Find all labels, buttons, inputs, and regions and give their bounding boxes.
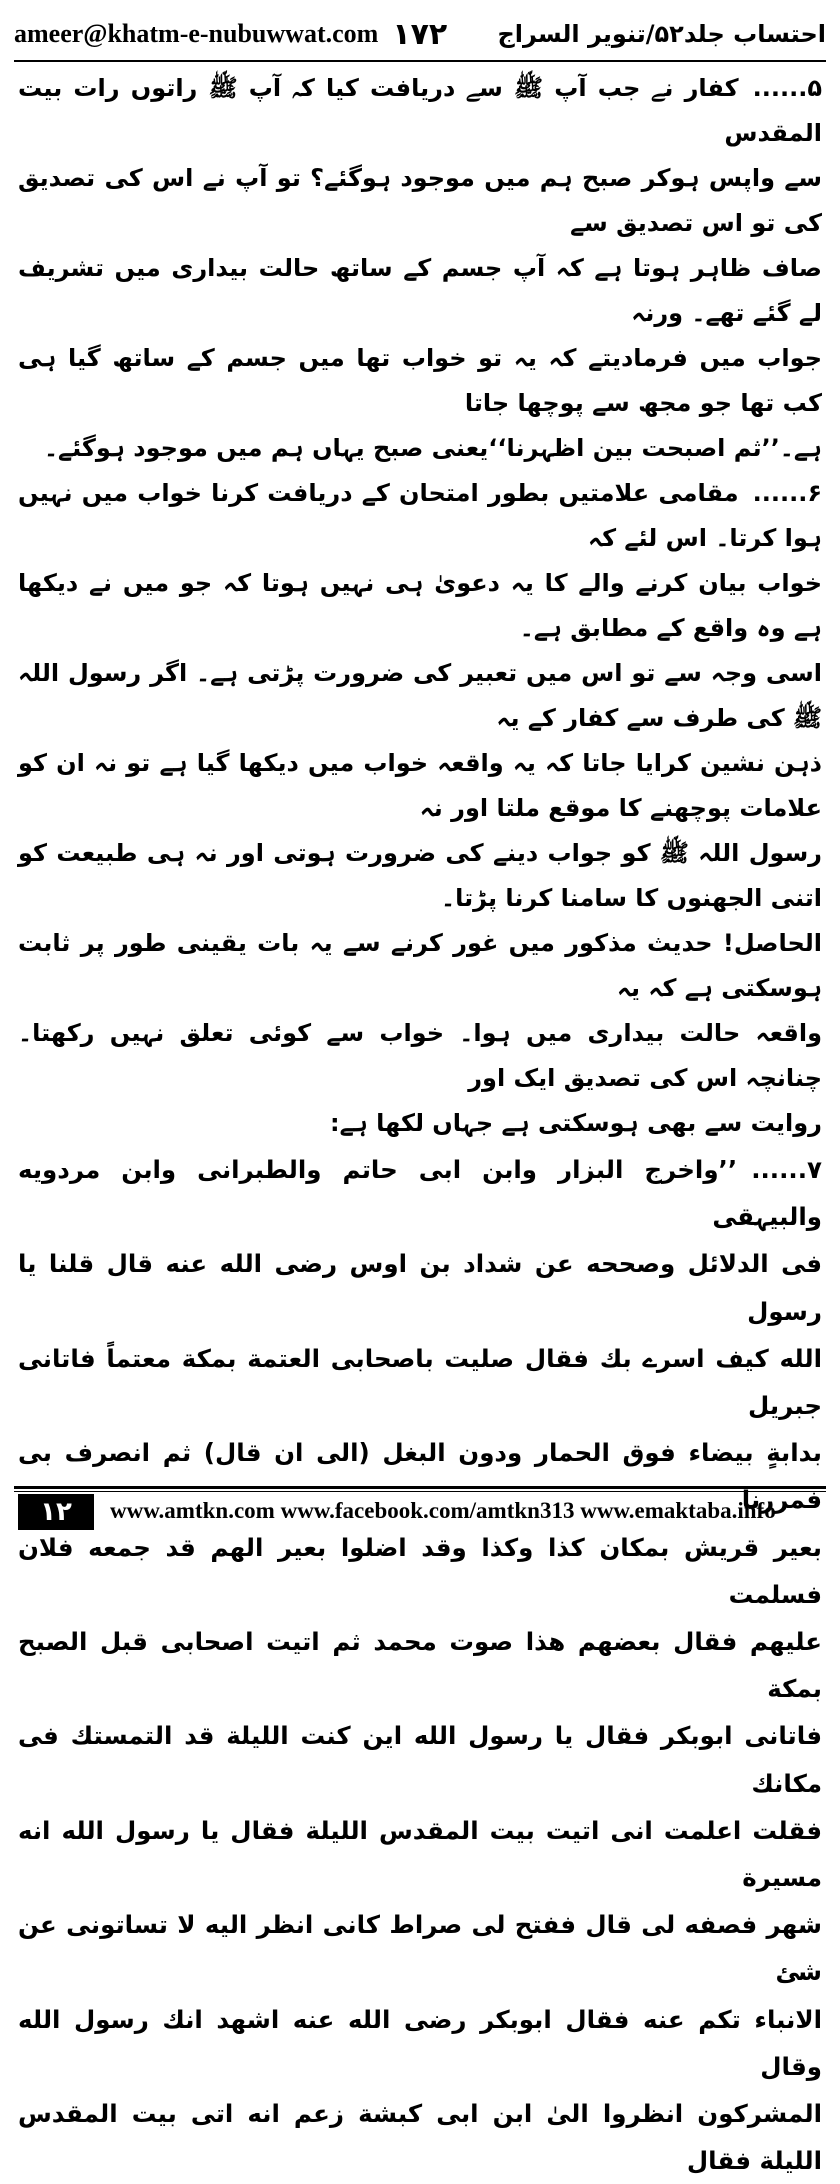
- arabic-hadith-quote: [18, 1146, 822, 2184]
- line-text: اسی وجہ سے تو اس میں تعبیر کی ضرورت پڑتی ہے۔ اگر رسول اللہ ﷺ کی طرف سے کفار کے یہ: [18, 659, 822, 732]
- line-text: المشرکون انظروا الیٰ ابن ابی کبشة زعم انه اتی بیت المقدس اللیلة فقال: [18, 2099, 822, 2176]
- text-line: [18, 66, 822, 156]
- page-header: [14, 10, 826, 58]
- page-number: ۱۷۲: [392, 16, 448, 52]
- text-line: [18, 1240, 822, 1334]
- text-line: [18, 561, 822, 651]
- text-line: [18, 1901, 822, 1995]
- header-left: [14, 17, 447, 52]
- line-text: علیهم فقال بعضهم هذا صوت محمد ثم اتیت اصحابی قبل الصبح بمکة: [18, 1627, 822, 1704]
- line-text: فاتانی ابوبکر فقال یا رسول الله این کنت اللیلة قد التمستك فی مکانك: [18, 1721, 822, 1798]
- text-line: [18, 471, 822, 561]
- line-text: جواب میں فرمادیتے کہ یہ تو خواب تھا میں جسم کے ساتھ گیا ہی کب تھا جو مجھ سے پوچھا جاتا: [18, 344, 822, 417]
- paragraph-number: ۷......: [751, 1155, 822, 1184]
- line-text: الله کیف اسرے بك فقال صلیت باصحابی العتمة بمکة معتماً فاتانی جبریل: [18, 1343, 822, 1421]
- paragraph-number: ۶......: [752, 479, 822, 507]
- line-text: ذہن نشین کرایا جاتا کہ یہ واقعہ خواب میں دیکھا گیا ہے تو نہ ان کو علامات پوچھنے کا موقع ملتا اور نہ: [18, 749, 822, 822]
- line-text: کفار نے جب آپ ﷺ سے دریافت کیا کہ آپ ﷺ راتوں رات بیت المقدس: [18, 74, 822, 147]
- text-line: [18, 1335, 822, 1429]
- text-line: [18, 426, 822, 471]
- line-text: ہے۔’’ثم اصبحت بین اظہرنا‘‘یعنی صبح یہاں ہم میں موجود ہوگئے۔: [43, 434, 822, 462]
- text-line: [18, 336, 822, 426]
- text-line: [18, 1146, 822, 1240]
- text-line: [18, 1524, 822, 1618]
- text-line: [18, 1101, 822, 1146]
- footer-divider: [14, 1486, 826, 1489]
- text-line: [18, 1807, 822, 1901]
- footer-divider-thin: [14, 1491, 826, 1492]
- footer-links: www.amtkn.com www.facebook.com/amtkn313 www.emaktaba.info: [110, 1498, 776, 1523]
- header-divider: [14, 60, 826, 62]
- line-text: فقلت اعلمت انی اتیت بیت المقدس اللیلة فقال یا رسول الله انه مسیرة: [18, 1815, 822, 1893]
- page-footer: [0, 1484, 840, 1534]
- text-line: [18, 1996, 822, 2090]
- text-line: [18, 921, 822, 1011]
- text-line: [18, 1712, 822, 1806]
- line-text: بدابةٍ بیضاء فوق الحمار ودون البغل (الی ان قال) ثم انصرف بی فمررنا: [18, 1438, 822, 1515]
- text-line: [18, 1011, 822, 1101]
- text-line: [18, 2090, 822, 2184]
- line-text: ’’واخرج البزار وابن ابی حاتم والطبرانی وابن مردویه والبیہقی: [18, 1155, 822, 1232]
- line-text: سے واپس ہوکر صبح ہم میں موجود ہوگئے؟ تو آپ نے اس کی تصدیق کی تو اس تصدیق سے: [18, 164, 822, 237]
- text-line: [18, 651, 822, 741]
- header-email: ameer@khatm-e-nubuwwat.com: [14, 19, 379, 48]
- urdu-commentary: [18, 66, 822, 1146]
- footer-page-box: ۱۲: [18, 1494, 94, 1530]
- text-line: [18, 831, 822, 921]
- line-text: فی الدلائل وصححه عن شداد بن اوس رضی الله عنه قال قلنا یا رسول: [18, 1249, 822, 1326]
- line-text: الحاصل! حدیث مذکور میں غور کرنے سے یہ بات یقینی طور پر ثابت ہوسکتی ہے کہ یہ: [18, 929, 822, 1002]
- line-text: بعیر قریش بمکان کذا وکذا وقد اضلوا بعیر الهم قد جمعه فلان فسلمت: [18, 1532, 822, 1609]
- line-text: الانباء تکم عنه فقال ابوبکر رضی الله عنه اشهد انك رسول الله وقال: [18, 2004, 822, 2081]
- line-text: مقامی علامتیں بطور امتحان کے دریافت کرنا خواب میں نہیں ہوا کرتا۔ اس لئے کہ: [18, 479, 822, 552]
- line-text: واقعہ حالت بیداری میں ہوا۔ خواب سے کوئی تعلق نہیں رکھتا۔ چنانچہ اس کی تصدیق ایک اور: [18, 1019, 822, 1092]
- text-line: [18, 246, 822, 336]
- line-text: شهر فصفه لی قال ففتح لی صراط کانی انظر الیه لا تساتونی عن شئ: [18, 1910, 822, 1987]
- text-line: [18, 1618, 822, 1712]
- line-text: رسول اللہ ﷺ کو جواب دینے کی ضرورت ہوتی اور نہ ہی طبیعت کو اتنی الجھنوں کا سامنا کرنا پڑتا۔: [18, 839, 822, 912]
- text-line: [18, 741, 822, 831]
- book-title: احتساب جلد۵۲/تنویر السراج: [497, 20, 826, 48]
- paragraph-number: ۵......: [752, 74, 822, 102]
- text-line: [18, 156, 822, 246]
- line-text: خواب بیان کرنے والے کا یہ دعویٰ ہی نہیں ہوتا کہ جو میں نے دیکھا ہے وہ واقع کے مطابق ہے۔: [18, 569, 822, 642]
- line-text: صاف ظاہر ہوتا ہے کہ آپ جسم کے ساتھ حالت بیداری میں تشریف لے گئے تھے۔ ورنہ: [18, 254, 822, 327]
- line-text: روایت سے بھی ہوسکتی ہے جہاں لکھا ہے:: [330, 1109, 822, 1137]
